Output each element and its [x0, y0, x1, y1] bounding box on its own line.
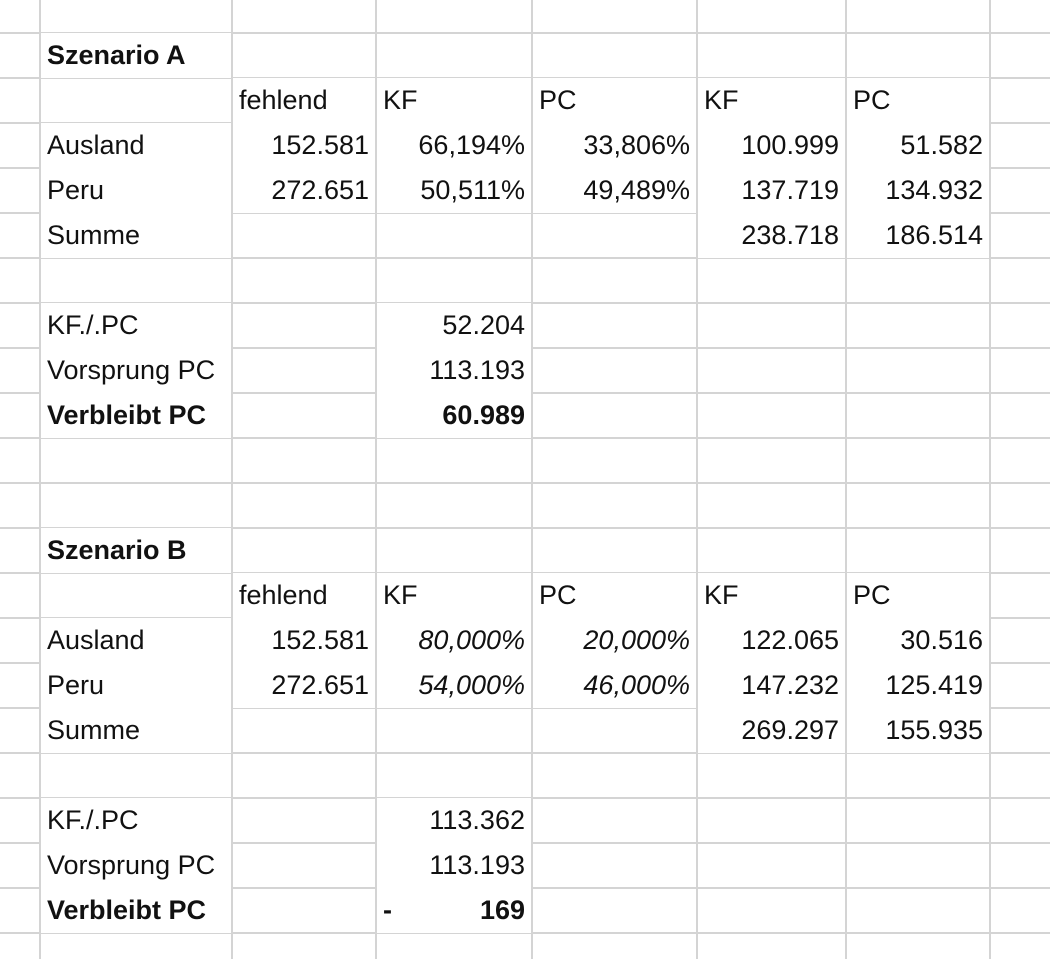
scenario-b-title[interactable]: Szenario B [41, 528, 231, 573]
cell-summe-kf[interactable]: 238.718 [698, 213, 845, 258]
header-kf-absolute[interactable]: KF [698, 78, 845, 123]
cell-fehlend[interactable]: 152.581 [233, 123, 375, 168]
cell-verbleibt-pc[interactable]: 60.989 [377, 393, 531, 438]
gridline-row [0, 482, 1050, 484]
cell-kf-percent[interactable]: 50,511% [377, 168, 531, 213]
cell-summe-kf[interactable]: 269.297 [698, 708, 845, 753]
cell-vorsprung-pc[interactable]: 113.193 [377, 843, 531, 888]
row-label-verbleibt-pc[interactable]: Verbleibt PC [41, 888, 231, 933]
row-label-peru[interactable]: Peru [41, 663, 231, 708]
cell-fehlend[interactable]: 272.651 [233, 168, 375, 213]
cell-kf-minus-pc[interactable]: 52.204 [377, 303, 531, 348]
cell-pc-absolute[interactable]: 51.582 [847, 123, 989, 168]
cell-pc-percent[interactable]: 33,806% [533, 123, 696, 168]
row-label-vorsprung-pc[interactable]: Vorsprung PC [41, 843, 231, 888]
row-label-kf-minus-pc[interactable]: KF./.PC [41, 798, 231, 843]
cell-pc-absolute[interactable]: 134.932 [847, 168, 989, 213]
cell-summe-pc[interactable]: 155.935 [847, 708, 989, 753]
cell-pc-percent[interactable]: 20,000% [533, 618, 696, 663]
negative-sign: - [383, 895, 392, 925]
scenario-a-title[interactable]: Szenario A [41, 33, 231, 78]
cell-pc-absolute[interactable]: 125.419 [847, 663, 989, 708]
header-kf-percent[interactable]: KF [377, 78, 531, 123]
cell-fehlend[interactable]: 152.581 [233, 618, 375, 663]
cell-pc-percent[interactable]: 49,489% [533, 168, 696, 213]
row-label-peru[interactable]: Peru [41, 168, 231, 213]
header-fehlend[interactable]: fehlend [233, 78, 375, 123]
cell-fehlend[interactable]: 272.651 [233, 663, 375, 708]
cell-kf-percent[interactable]: 80,000% [377, 618, 531, 663]
row-label-vorsprung-pc[interactable]: Vorsprung PC [41, 348, 231, 393]
cell-pc-percent[interactable]: 46,000% [533, 663, 696, 708]
row-label-ausland[interactable]: Ausland [41, 618, 231, 663]
header-pc-absolute[interactable]: PC [847, 78, 989, 123]
gridline-col [989, 0, 991, 959]
row-label-summe[interactable]: Summe [41, 708, 231, 753]
cell-summe-pc[interactable]: 186.514 [847, 213, 989, 258]
cell-kf-absolute[interactable]: 122.065 [698, 618, 845, 663]
cell-kf-minus-pc[interactable]: 113.362 [377, 798, 531, 843]
row-label-summe[interactable]: Summe [41, 213, 231, 258]
header-kf-absolute[interactable]: KF [698, 573, 845, 618]
row-label-verbleibt-pc[interactable]: Verbleibt PC [41, 393, 231, 438]
cell-verbleibt-pc[interactable] [377, 888, 531, 933]
header-pc-percent[interactable]: PC [533, 573, 696, 618]
header-pc-percent[interactable]: PC [533, 78, 696, 123]
cell-pc-absolute[interactable]: 30.516 [847, 618, 989, 663]
cell-kf-percent[interactable]: 66,194% [377, 123, 531, 168]
cell-verbleibt-pc-value: 169 [479, 895, 525, 925]
row-label-kf-minus-pc[interactable]: KF./.PC [41, 303, 231, 348]
cell-kf-absolute[interactable]: 137.719 [698, 168, 845, 213]
header-pc-absolute[interactable]: PC [847, 573, 989, 618]
cell-kf-absolute[interactable]: 100.999 [698, 123, 845, 168]
header-fehlend[interactable]: fehlend [233, 573, 375, 618]
cell-kf-absolute[interactable]: 147.232 [698, 663, 845, 708]
header-kf-percent[interactable]: KF [377, 573, 531, 618]
cell-kf-percent[interactable]: 54,000% [377, 663, 531, 708]
row-label-ausland[interactable]: Ausland [41, 123, 231, 168]
cell-vorsprung-pc[interactable]: 113.193 [377, 348, 531, 393]
